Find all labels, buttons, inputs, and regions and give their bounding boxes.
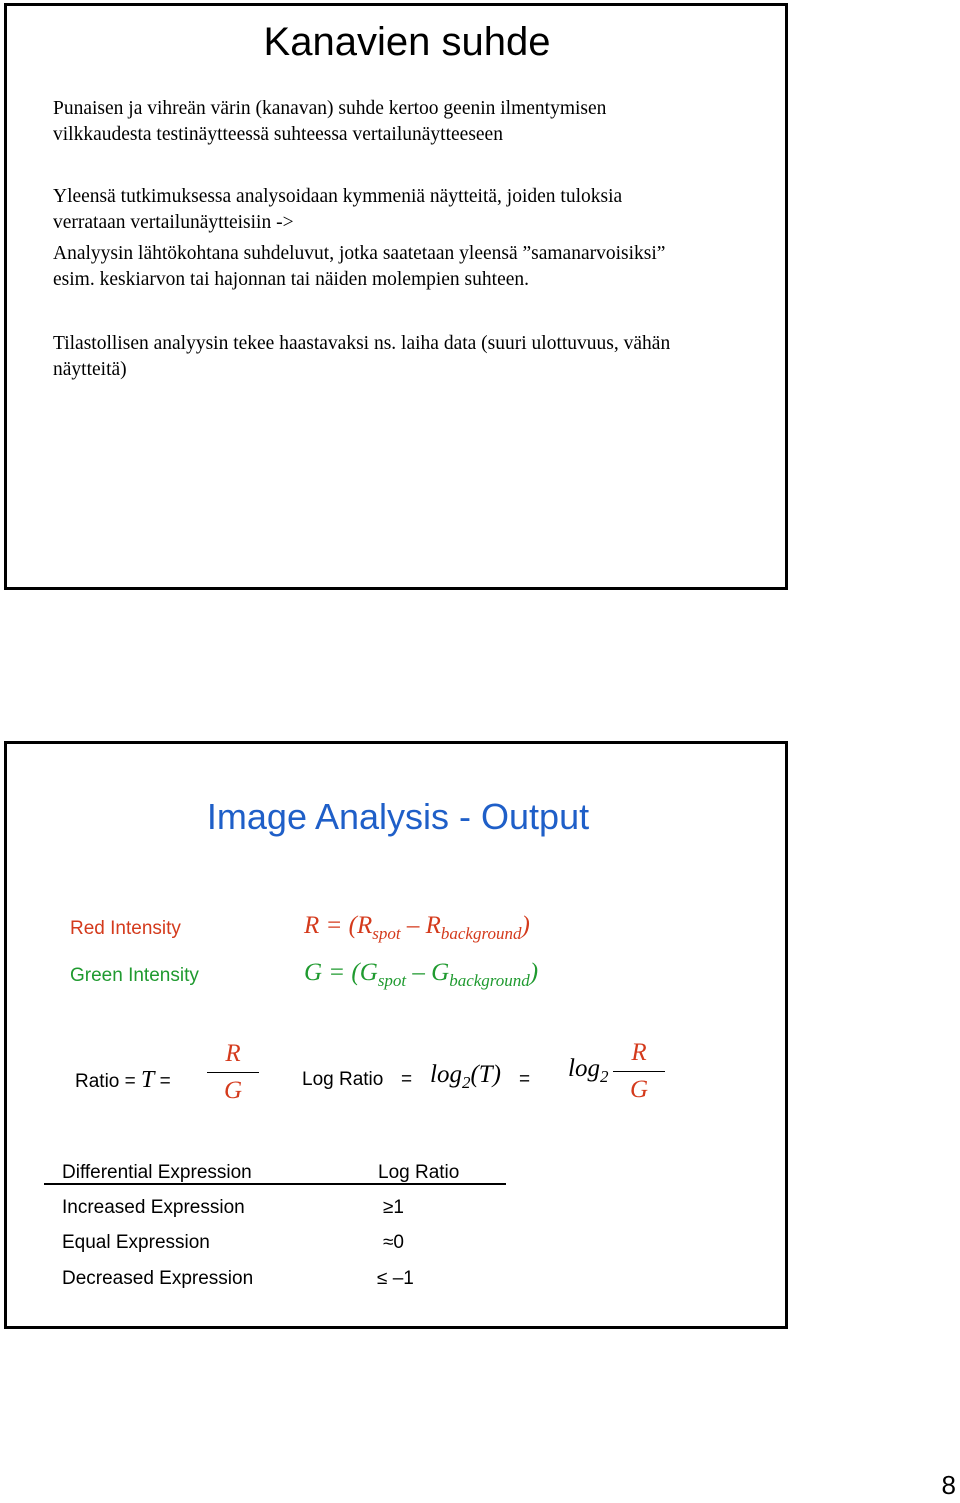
red-intensity-label: Red Intensity [70, 918, 181, 939]
slide-title: Kanavien suhde [263, 20, 551, 64]
log-ratio-equals-2: = [519, 1069, 531, 1090]
log-ratio-equals: = [401, 1069, 413, 1090]
green-intensity-formula: $G = (G_{spot} - G_{background})$ [304, 959, 539, 990]
table-header-log-ratio: Log Ratio [378, 1162, 460, 1183]
table-header-differential-expression: Differential Expression [62, 1162, 252, 1183]
paragraph-line: esim. keskiarvon tai hajonnan tai näiden molempien suhteen. [53, 269, 529, 290]
log-ratio-expression: $\log_2(T)$ [430, 1061, 502, 1092]
ratio-fraction [207, 1040, 259, 1105]
slide-image-analysis-output [4, 741, 788, 1329]
paragraph-line: Tilastollisen analyysin tekee haastavaksi ns. laiha data (suuri ulottuvuus, vähän [53, 333, 671, 354]
table-row-value: ≈0 [383, 1232, 404, 1253]
paragraph-line: näytteitä) [53, 359, 127, 380]
log-ratio-denominator: G [629, 1076, 649, 1103]
log-ratio-fraction [613, 1039, 665, 1104]
paragraph-2 [53, 184, 773, 236]
table-row-label: Decreased Expression [62, 1268, 254, 1289]
ratio-label: Ratio = T = [75, 1067, 171, 1093]
paragraph-4 [53, 331, 773, 383]
ratio-denominator: G [223, 1077, 243, 1104]
table-row-value: ≥1 [383, 1197, 404, 1218]
table-row-label: Equal Expression [62, 1232, 210, 1253]
log-ratio-label: Log Ratio [302, 1069, 384, 1090]
table-header-rule [44, 1183, 506, 1185]
paragraph-line: Analyysin lähtökohtana suhdeluvut, jotka saatetaan yleensä ”samanarvoisiksi” [53, 243, 666, 264]
log-base-2: $\log_2$ [568, 1055, 609, 1086]
paragraph-line: verrataan vertailunäytteisiin -> [53, 212, 294, 233]
paragraph-line: Punaisen ja vihreän värin (kanavan) suhde kertoo geenin ilmentymisen [53, 98, 607, 119]
table-row-value: ≤ –1 [377, 1268, 414, 1289]
page-number: 8 [941, 1470, 956, 1500]
paragraph-3 [53, 241, 773, 293]
ratio-numerator: R [225, 1040, 241, 1067]
green-intensity-label: Green Intensity [70, 965, 199, 986]
slide-kanavien-suhde [4, 3, 788, 590]
table-row-label: Increased Expression [62, 1197, 245, 1218]
paragraph-line: vilkkaudesta testinäytteessä suhteessa vertailunäytteeseen [53, 124, 503, 145]
red-intensity-formula: $R = (R_{spot} - R_{background})$ [304, 912, 530, 943]
paragraph-1 [53, 96, 773, 148]
slide-title: Image Analysis - Output [206, 796, 590, 837]
paragraph-line: Yleensä tutkimuksessa analysoidaan kymmeniä näytteitä, joiden tuloksia [53, 186, 623, 207]
log-ratio-numerator: R [631, 1039, 647, 1066]
